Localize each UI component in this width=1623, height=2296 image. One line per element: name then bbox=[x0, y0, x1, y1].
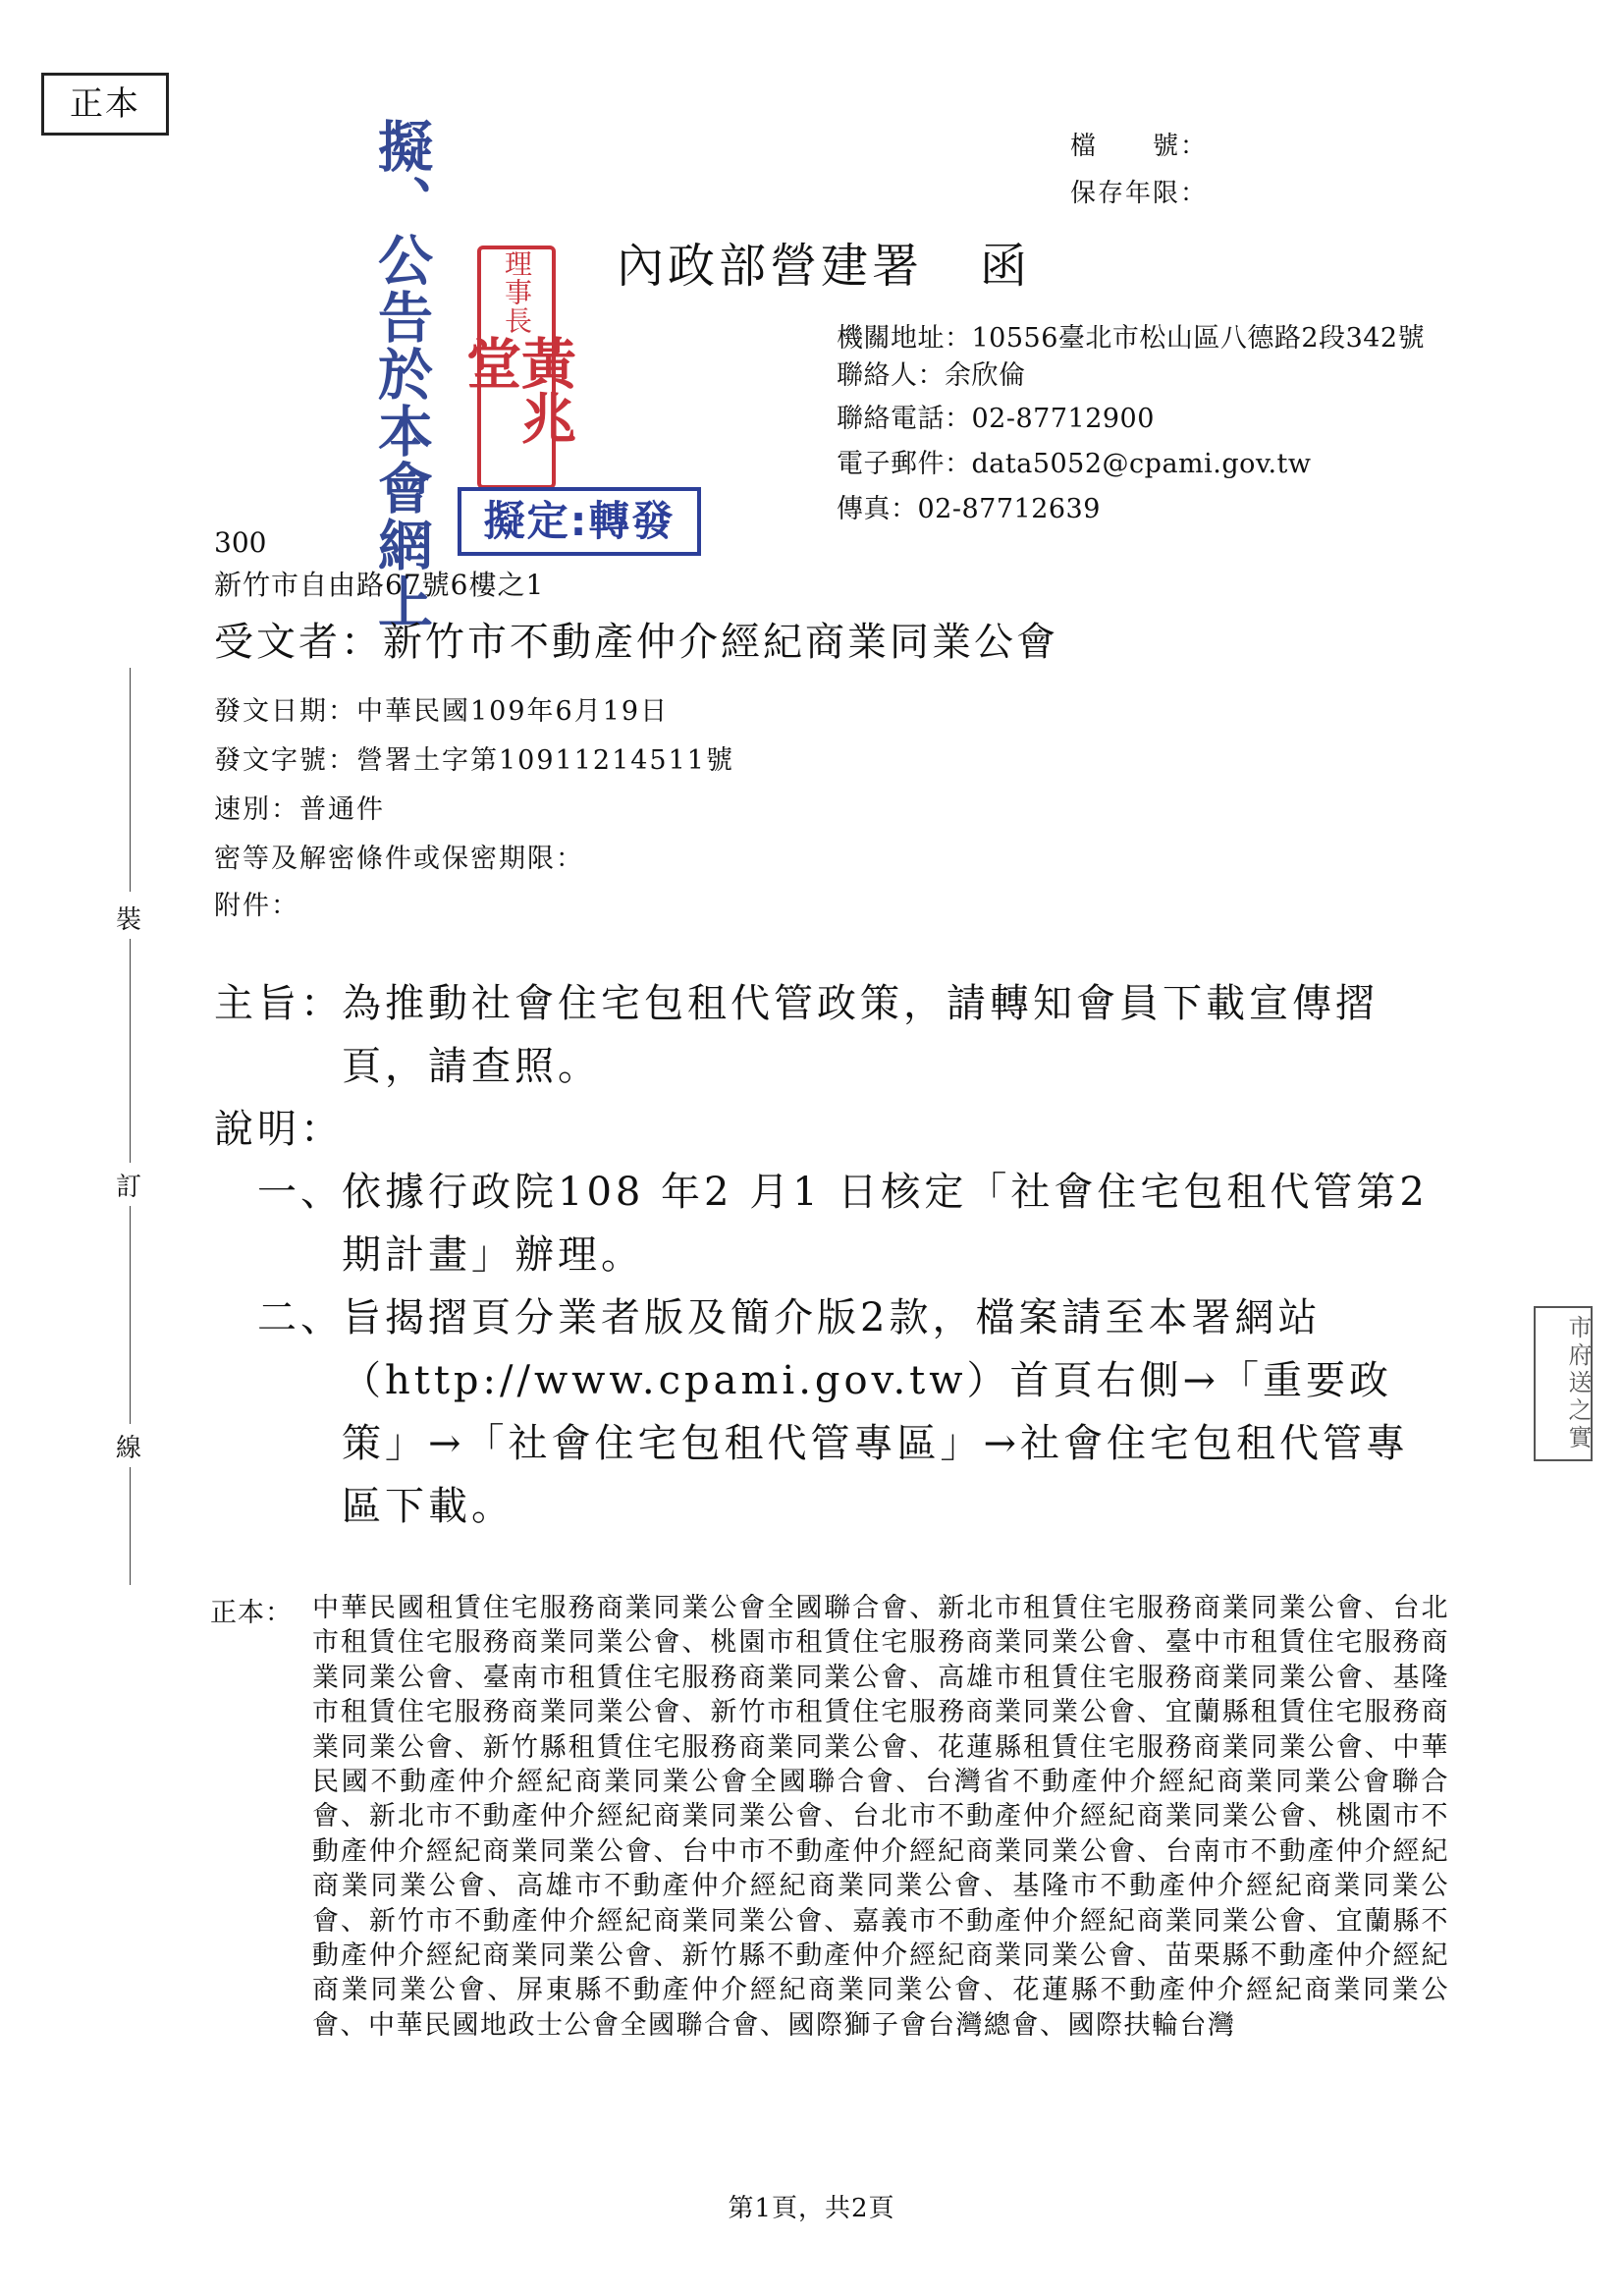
binding-line-segment bbox=[130, 668, 131, 892]
delivery-speed: 速別：普通件 bbox=[214, 794, 385, 825]
forward-stamp: 擬定:轉發 bbox=[458, 487, 701, 556]
cc-label: 正本： bbox=[210, 1598, 293, 1628]
item-2-number: 二、 bbox=[257, 1295, 344, 1340]
item-1-text: 依據行政院108 年2 月1 日核定「社會住宅包租代管第2期計畫」辦理。 bbox=[342, 1170, 1429, 1278]
file-number-label: 檔 號： bbox=[1070, 132, 1209, 161]
subject-text: 為推動社會住宅包租代管政策，請轉知會員下載宣傳摺頁，請查照。 bbox=[342, 981, 1379, 1089]
contact-phone: 聯絡電話：02-87712900 bbox=[837, 404, 1155, 434]
page-number: 第1頁，共2頁 bbox=[728, 2194, 895, 2223]
document-number: 發文字號：營署土字第10911214511號 bbox=[214, 745, 734, 776]
contact-fax: 傳真：02-87712639 bbox=[837, 494, 1101, 524]
attachment-label: 附件： bbox=[214, 891, 299, 921]
chairman-seal bbox=[458, 246, 576, 489]
binding-line-segment bbox=[130, 939, 131, 1163]
seal-name: 黃兆堂 bbox=[458, 335, 576, 445]
retention-period-label: 保存年限： bbox=[1070, 179, 1209, 208]
binding-line-segment bbox=[130, 1206, 131, 1424]
recipient-address: 新竹市自由路67號6樓之1 bbox=[214, 569, 545, 601]
contact-address: 機關地址：10556臺北市松山區八德路2段342號 bbox=[837, 323, 1426, 354]
cc-recipients: 中華民國租賃住宅服務商業同業公會全國聯合會、新北市租賃住宅服務商業同業公會、台北市租賃住宅服務商業同業公會、桃園市租賃住宅服務商業同業公會、臺中市租賃住宅服務商業同業公會、臺南市租賃住宅服務商業同業公會、高雄市租賃住宅服務商業同業公會、基隆市租賃住宅服務商業同業公會、新竹市租賃住宅服務商業同業公會、宜蘭縣租賃住宅服務商業同業公會、新竹縣租賃住宅服務商業同業公會、花蓮縣租賃住宅服務商業同業公會、中華民國不動產仲介經紀商業同業公會全國聯合會、台灣省不動產仲介經紀商業同業公會聯合會、新北市不動產仲介經紀商業同業公會、台北市不動產仲介經紀商業同業公會、桃園市不動產仲介經紀商業同業公會、台中市不動產仲介經紀商業同業公會、台南市不動產仲介經紀商業同業公會、高雄市不動產仲介經紀商業同業公會、基隆市不動產仲介經紀商業同業公會、新竹市不動產仲介經紀商業同業公會、嘉義市不動產仲介經紀商業同業公會、宜蘭縣不動產仲介經紀商業同業公會、新竹縣不動產仲介經紀商業同業公會、苗栗縣不動產仲介經紀商業同業公會、屏東縣不動產仲介經紀商業同業公會、花蓮縣不動產仲介經紀商業同業公會、中華民國地政士公會全國聯合會、國際獅子會台灣總會、國際扶輪台灣 bbox=[312, 1593, 1449, 2041]
binding-char-top: 裝 bbox=[116, 905, 142, 935]
issuer-name: 內政部營建署 bbox=[617, 239, 924, 294]
item-1-number: 一、 bbox=[257, 1170, 344, 1215]
receipt-stamp: 市府送之實 bbox=[1534, 1306, 1593, 1461]
document-title bbox=[617, 228, 1031, 296]
contact-email: 電子郵件：data5052@cpami.gov.tw bbox=[837, 449, 1312, 479]
subject-label: 主旨： bbox=[214, 981, 344, 1026]
seal-title: 理事長 bbox=[501, 249, 533, 335]
copy-mark-box: 正本 bbox=[41, 73, 169, 136]
description-label: 說明： bbox=[214, 1107, 344, 1152]
contact-person: 聯絡人：余欣倫 bbox=[837, 360, 1026, 391]
issue-date: 發文日期：中華民國109年6月19日 bbox=[214, 696, 670, 727]
binding-char-bottom: 線 bbox=[116, 1434, 142, 1463]
binding-line-segment bbox=[130, 1467, 131, 1585]
postal-code: 300 bbox=[214, 526, 267, 559]
document-type: 函 bbox=[980, 239, 1032, 294]
binding-char-middle: 訂 bbox=[116, 1173, 142, 1202]
handwritten-note: 擬、公告於本會網上 bbox=[369, 118, 433, 630]
recipient: 受文者：新竹市不動產仲介經紀商業同業公會 bbox=[214, 620, 1058, 665]
item-2-text: 旨揭摺頁分業者版及簡介版2款，檔案請至本署網站（http://www.cpami.gov.tw）首頁右側→「重要政策」→「社會住宅包租代管專區」→社會住宅包租代管專區下載。 bbox=[342, 1295, 1410, 1529]
secrecy-level: 密等及解密條件或保密期限： bbox=[214, 844, 584, 874]
